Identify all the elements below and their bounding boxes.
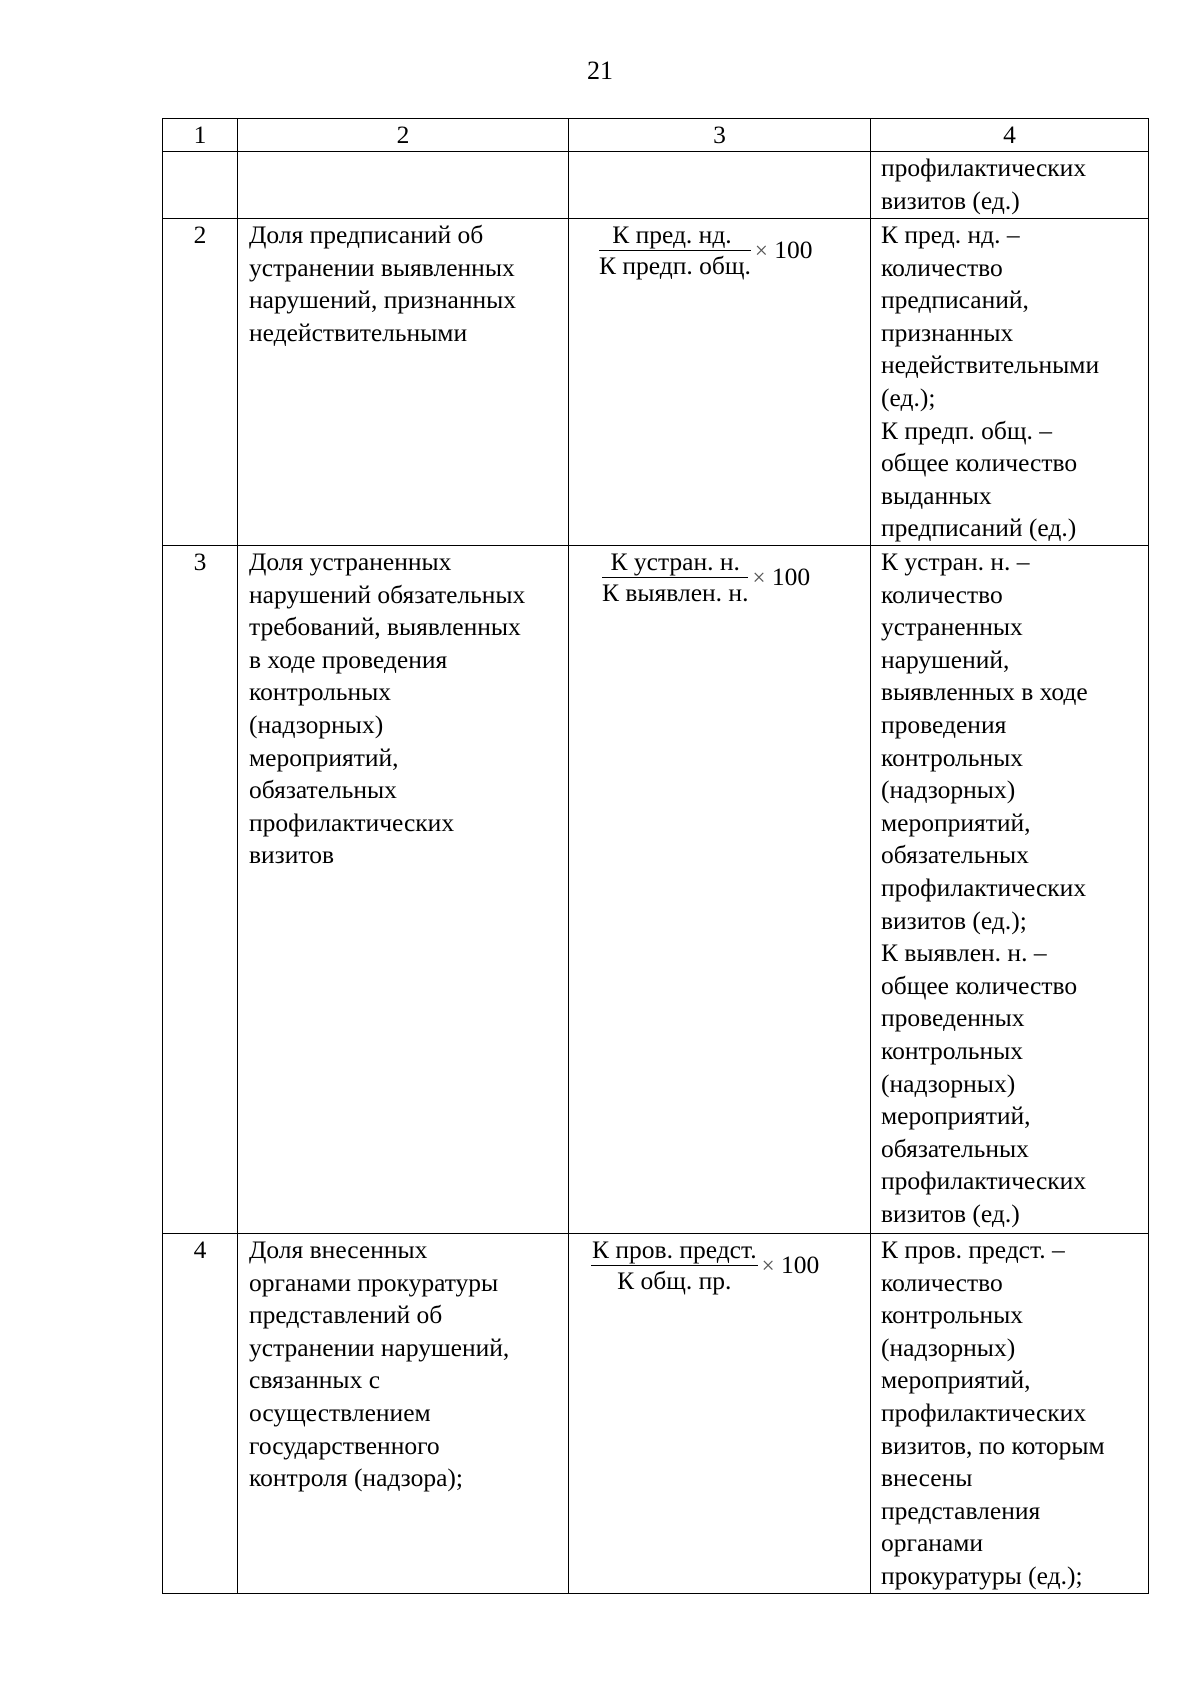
formula-multiplier: [755, 234, 813, 268]
indicator-name-cell: [238, 1234, 569, 1594]
name-line: нарушений, признанных: [249, 285, 517, 315]
page-number: 21: [587, 56, 613, 85]
table-header-row: [163, 119, 1149, 152]
table-row: [163, 1234, 1149, 1594]
cont-formula-cell: [569, 152, 871, 219]
definition-line: количество: [881, 252, 1003, 282]
formula-factor: 100: [774, 234, 813, 264]
definition-line: представления: [881, 1495, 1041, 1525]
name-line: устранении выявленных: [249, 252, 515, 282]
definition-line: (надзорных): [881, 775, 1016, 805]
definition-line: профилактических: [881, 1166, 1087, 1196]
cont-definition-cell: [871, 152, 1149, 219]
formula-factor: 100: [780, 1249, 820, 1279]
header-cell-3: 3: [569, 119, 871, 152]
formula-numerator: К пров. предст.: [592, 1235, 757, 1264]
definition-line: общее количество: [881, 448, 1078, 478]
definition-line: признанных: [881, 317, 1014, 347]
name-line: Доля предписаний об: [249, 220, 484, 249]
name-line: осуществлением: [249, 1397, 431, 1427]
definition-line: недействительными: [881, 350, 1100, 380]
formula-denominator: К выявлен. н.: [602, 578, 749, 607]
table-row: [163, 546, 1149, 1234]
name-line: Доля внесенных: [249, 1235, 428, 1264]
header-cell-4: 4: [871, 119, 1149, 152]
name-line: профилактических: [249, 807, 455, 837]
name-line: мероприятий,: [249, 742, 399, 772]
definition-line: визитов, по которым: [881, 1430, 1105, 1460]
fraction: [599, 220, 751, 281]
formula: [599, 220, 870, 281]
definition-line: общее количество: [881, 970, 1078, 1000]
formula: [591, 1235, 870, 1296]
formula-numerator: К пред. нд.: [612, 220, 732, 249]
definition-line: мероприятий,: [881, 807, 1031, 837]
fraction: [591, 1235, 758, 1296]
definition-line: контрольных: [881, 1300, 1023, 1330]
definition-line: нарушений,: [881, 644, 1010, 674]
cont-num-cell: [163, 152, 238, 219]
definition-line: профилактических: [881, 153, 1087, 182]
definition-line: количество: [881, 579, 1003, 609]
name-line: обязательных: [249, 775, 397, 805]
times-sign: ×: [752, 564, 766, 590]
definition-line: проведения: [881, 709, 1007, 739]
name-line: недействительными: [249, 317, 468, 347]
formula: [602, 547, 870, 608]
definition-line: устраненных: [881, 612, 1023, 642]
definition-line: контрольных: [881, 1035, 1023, 1065]
definition-line: предписаний,: [881, 285, 1029, 315]
formula-numerator: К устран. н.: [610, 547, 740, 576]
row-number: 4: [163, 1234, 238, 1594]
definition-line: К устран. н. –: [881, 547, 1030, 576]
definition-line: визитов (ед.);: [881, 905, 1027, 935]
name-line: представлений об: [249, 1300, 443, 1330]
definition-line: обязательных: [881, 1133, 1029, 1163]
table-row: [163, 219, 1149, 546]
indicator-name-cell: [238, 219, 569, 546]
definition-cell: [871, 219, 1149, 546]
continuation-row: [163, 152, 1149, 219]
formula-multiplier: [752, 561, 810, 595]
name-line: контроля (надзора);: [249, 1463, 463, 1493]
formula-denominator: К предп. общ.: [599, 251, 751, 280]
definition-line: предписаний (ед.): [881, 513, 1077, 543]
definition-line: контрольных: [881, 742, 1023, 772]
formula-cell: [569, 546, 871, 1234]
name-line: устранении нарушений,: [249, 1332, 510, 1362]
definition-line: мероприятий,: [881, 1365, 1031, 1395]
name-line: визитов: [249, 840, 335, 870]
definition-line: количество: [881, 1267, 1003, 1297]
definition-line: обязательных: [881, 840, 1029, 870]
formula-cell: [569, 1234, 871, 1594]
name-line: (надзорных): [249, 709, 384, 739]
formula-cell: [569, 219, 871, 546]
definition-line: органами: [881, 1528, 984, 1558]
definition-line: (надзорных): [881, 1068, 1016, 1098]
definition-cell: [871, 546, 1149, 1234]
name-line: Доля устраненных: [249, 547, 452, 576]
definition-line: проведенных: [881, 1003, 1025, 1033]
definition-line: (ед.);: [881, 382, 936, 412]
header-cell-2: 2: [238, 119, 569, 152]
definition-cell: [871, 1234, 1149, 1594]
name-line: связанных с: [249, 1365, 381, 1395]
definition-line: К пред. нд. –: [881, 220, 1020, 249]
times-sign: ×: [754, 237, 768, 263]
name-line: нарушений обязательных: [249, 579, 526, 609]
definition-line: К пров. предст. –: [881, 1235, 1065, 1264]
definition-line: профилактических: [881, 872, 1087, 902]
definition-line: выданных: [881, 480, 992, 510]
definition-line: прокуратуры (ед.);: [881, 1560, 1083, 1590]
definition-line: визитов (ед.): [881, 185, 1020, 215]
name-line: контрольных: [249, 677, 391, 707]
definition-line: внесены: [881, 1463, 973, 1493]
definition-line: визитов (ед.): [881, 1198, 1020, 1228]
cont-name-cell: [238, 152, 569, 219]
definition-line: (надзорных): [881, 1332, 1016, 1362]
fraction: [602, 547, 748, 608]
definition-line: мероприятий,: [881, 1101, 1031, 1131]
definition-line: профилактических: [881, 1397, 1087, 1427]
row-number: 3: [163, 546, 238, 1234]
name-line: требований, выявленных: [249, 612, 521, 642]
name-line: в ходе проведения: [249, 644, 448, 674]
formula-factor: 100: [771, 561, 811, 591]
name-line: государственного: [249, 1430, 440, 1460]
definition-line: К предп. общ. –: [881, 415, 1052, 445]
times-sign: ×: [761, 1252, 775, 1278]
formula-denominator: К общ. пр.: [617, 1266, 732, 1295]
indicator-name-cell: [238, 546, 569, 1234]
header-cell-1: 1: [163, 119, 238, 152]
row-number: 2: [163, 219, 238, 546]
definition-line: выявленных в ходе: [881, 677, 1088, 707]
indicators-table: [162, 118, 1149, 1594]
name-line: органами прокуратуры: [249, 1267, 499, 1297]
formula-multiplier: [762, 1249, 820, 1283]
definition-line: К выявлен. н. –: [881, 938, 1047, 968]
